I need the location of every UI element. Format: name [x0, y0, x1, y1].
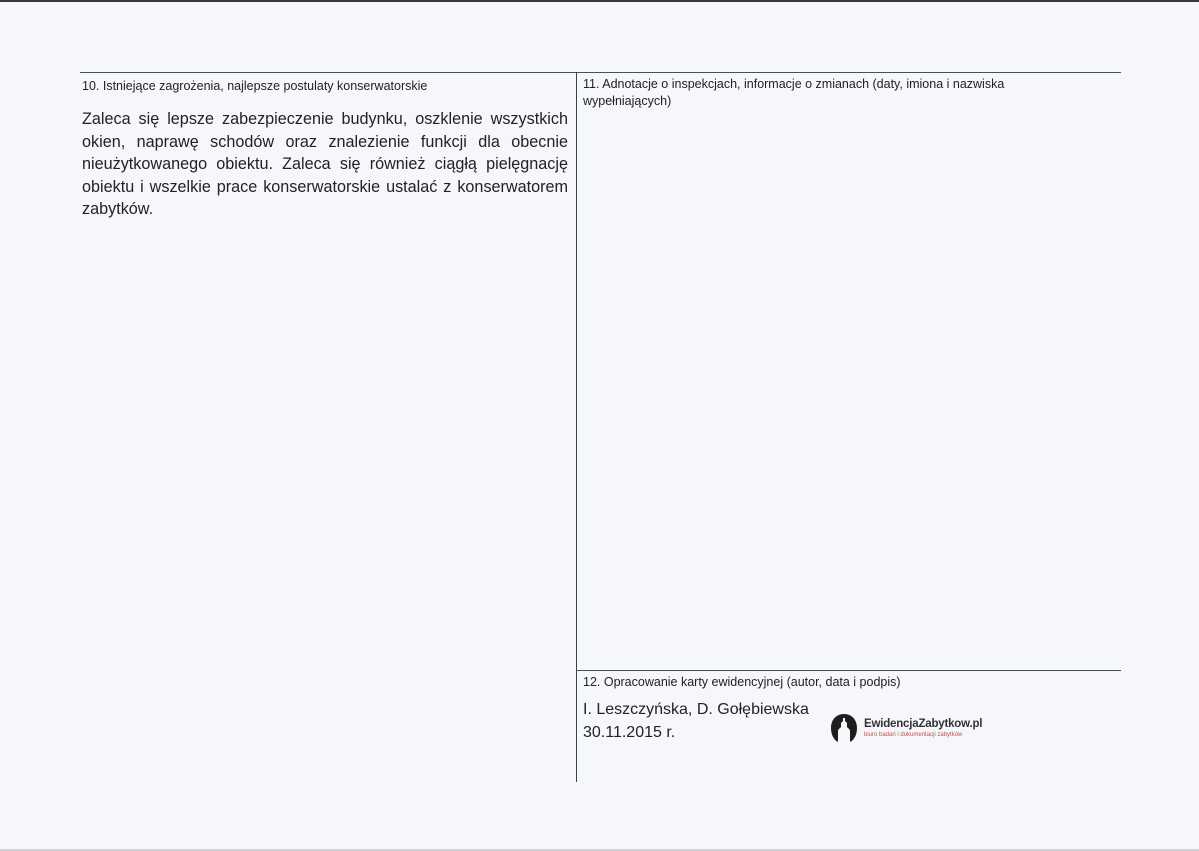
section11-label-line2: wypełniających) — [583, 94, 672, 108]
section12-authors: I. Leszczyńska, D. Gołębiewska — [583, 701, 809, 718]
logo-title: EwidencjaZabytkow.pl — [864, 717, 983, 730]
logo-subtitle: biuro badań i dokumentacji zabytków — [864, 731, 963, 738]
section12-rule — [576, 670, 1121, 671]
company-logo — [830, 713, 982, 743]
tower-icon — [830, 713, 858, 743]
scan-top-edge — [0, 0, 1199, 2]
logo-text — [864, 718, 982, 739]
top-rule — [80, 72, 1121, 73]
section10-label: 10. Istniejące zagrożenia, najlepsze postulaty konserwatorskie — [82, 79, 428, 93]
section11-label — [583, 76, 1113, 110]
section12-label: 12. Opracowanie karty ewidencyjnej (autor, data i podpis) — [583, 675, 901, 689]
column-divider — [576, 72, 577, 782]
section12-date: 30.11.2015 r. — [583, 724, 676, 741]
section11-label-line1: 11. Adnotacje o inspekcjach, informacje o zmianach (daty, imiona i nazwiska — [583, 77, 1005, 91]
section10-text: Zaleca się lepsze zabezpieczenie budynku, oszklenie wszystkich okien, naprawę schodów oraz znalezienie funkcji dla obecnie nieużytkowanego obiektu. Zaleca się również ciągłą pielęgnację obiektu i wszelkie prace konserwatorskie ustalać z konserwatorem zabytków. — [82, 110, 568, 218]
